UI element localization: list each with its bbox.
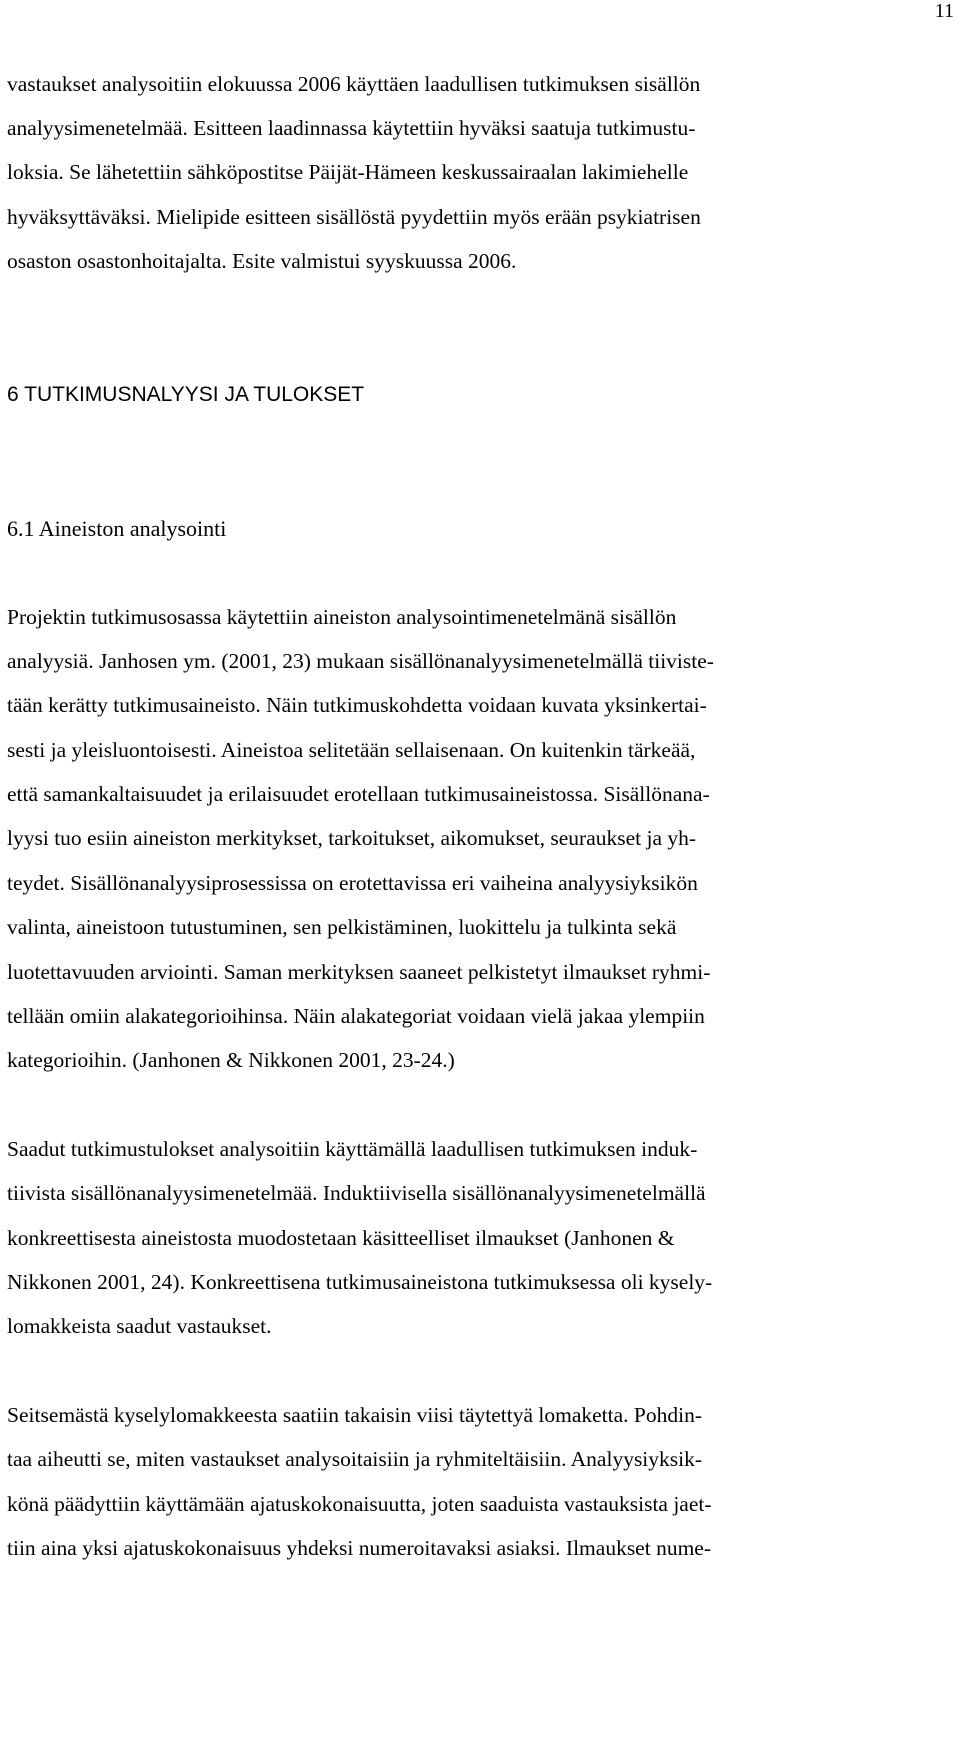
- text-line: Nikkonen 2001, 24). Konkreettisena tutkimusaineistona tutkimuksessa oli kysely-: [7, 1270, 713, 1294]
- page-number: 11: [934, 0, 954, 22]
- text-line: tellään omiin alakategorioihinsa. Näin alakategoriat voidaan vielä jakaa ylempiin: [7, 1004, 705, 1028]
- text-line: tiivista sisällönanalyysimenetelmää. Induktiivisella sisällönanalyysimenetelmällä: [7, 1181, 706, 1205]
- chapter-heading: 6 TUTKIMUSNALYYSI JA TULOKSET: [7, 383, 365, 406]
- text-line: valinta, aineistoon tutustuminen, sen pelkistäminen, luokittelu ja tulkinta sekä: [7, 915, 677, 939]
- text-line: Projektin tutkimusosassa käytettiin aineiston analysointimenetelmänä sisällön: [7, 605, 677, 629]
- text-line: vastaukset analysoitiin elokuussa 2006 käyttäen laadullisen tutkimuksen sisällön: [7, 72, 701, 96]
- text-line: teydet. Sisällönanalyysiprosessissa on erotettavissa eri vaiheina analyysiyksikön: [7, 871, 698, 895]
- section-heading: 6.1 Aineiston analysointi: [7, 516, 227, 541]
- text-line: könä päädyttiin käyttämään ajatuskokonaisuutta, joten saaduista vastauksista jaet-: [7, 1492, 712, 1516]
- text-line: että samankaltaisuudet ja erilaisuudet erotellaan tutkimusaineistossa. Sisällönana-: [7, 782, 710, 806]
- text-line: tiin aina yksi ajatuskokonaisuus yhdeksi numeroitavaksi asiaksi. Ilmaukset nume-: [7, 1536, 711, 1560]
- text-line: lyysi tuo esiin aineiston merkitykset, tarkoitukset, aikomukset, seuraukset ja yh-: [7, 826, 697, 850]
- text-line: analyysiä. Janhosen ym. (2001, 23) mukaan sisällönanalyysimenetelmällä tiiviste-: [7, 649, 714, 673]
- text-line: hyväksyttäväksi. Mielipide esitteen sisällöstä pyydettiin myös erään psykiatrisen: [7, 205, 701, 229]
- text-line: analyysimenetelmää. Esitteen laadinnassa käytettiin hyväksi saatuja tutkimustu-: [7, 116, 696, 140]
- text-line: osaston osastonhoitajalta. Esite valmistui syyskuussa 2006.: [7, 249, 517, 273]
- text-line: lomakkeista saadut vastaukset.: [7, 1314, 272, 1338]
- text-line: kategorioihin. (Janhonen & Nikkonen 2001, 23-24.): [7, 1048, 455, 1072]
- text-line: konkreettisesta aineistosta muodostetaan käsitteelliset ilmaukset (Janhonen &: [7, 1226, 675, 1250]
- text-line: Seitsemästä kyselylomakkeesta saatiin takaisin viisi täytettyä lomaketta. Pohdin-: [7, 1403, 703, 1427]
- text-line: luotettavuuden arviointi. Saman merkityksen saaneet pelkistetyt ilmaukset ryhmi-: [7, 960, 711, 984]
- text-line: Saadut tutkimustulokset analysoitiin käyttämällä laadullisen tutkimuksen induk-: [7, 1137, 698, 1161]
- text-line: taa aiheutti se, miten vastaukset analysoitaisiin ja ryhmiteltäisiin. Analyysiyksik-: [7, 1447, 703, 1471]
- text-line: loksia. Se lähetettiin sähköpostitse Päijät-Hämeen keskussairaalan lakimiehelle: [7, 160, 689, 184]
- text-line: tään kerätty tutkimusaineisto. Näin tutkimuskohdetta voidaan kuvata yksinkertai-: [7, 693, 707, 717]
- text-line: sesti ja yleisluontoisesti. Aineistoa selitetään sellaisenaan. On kuitenkin tärkeää,: [7, 738, 696, 762]
